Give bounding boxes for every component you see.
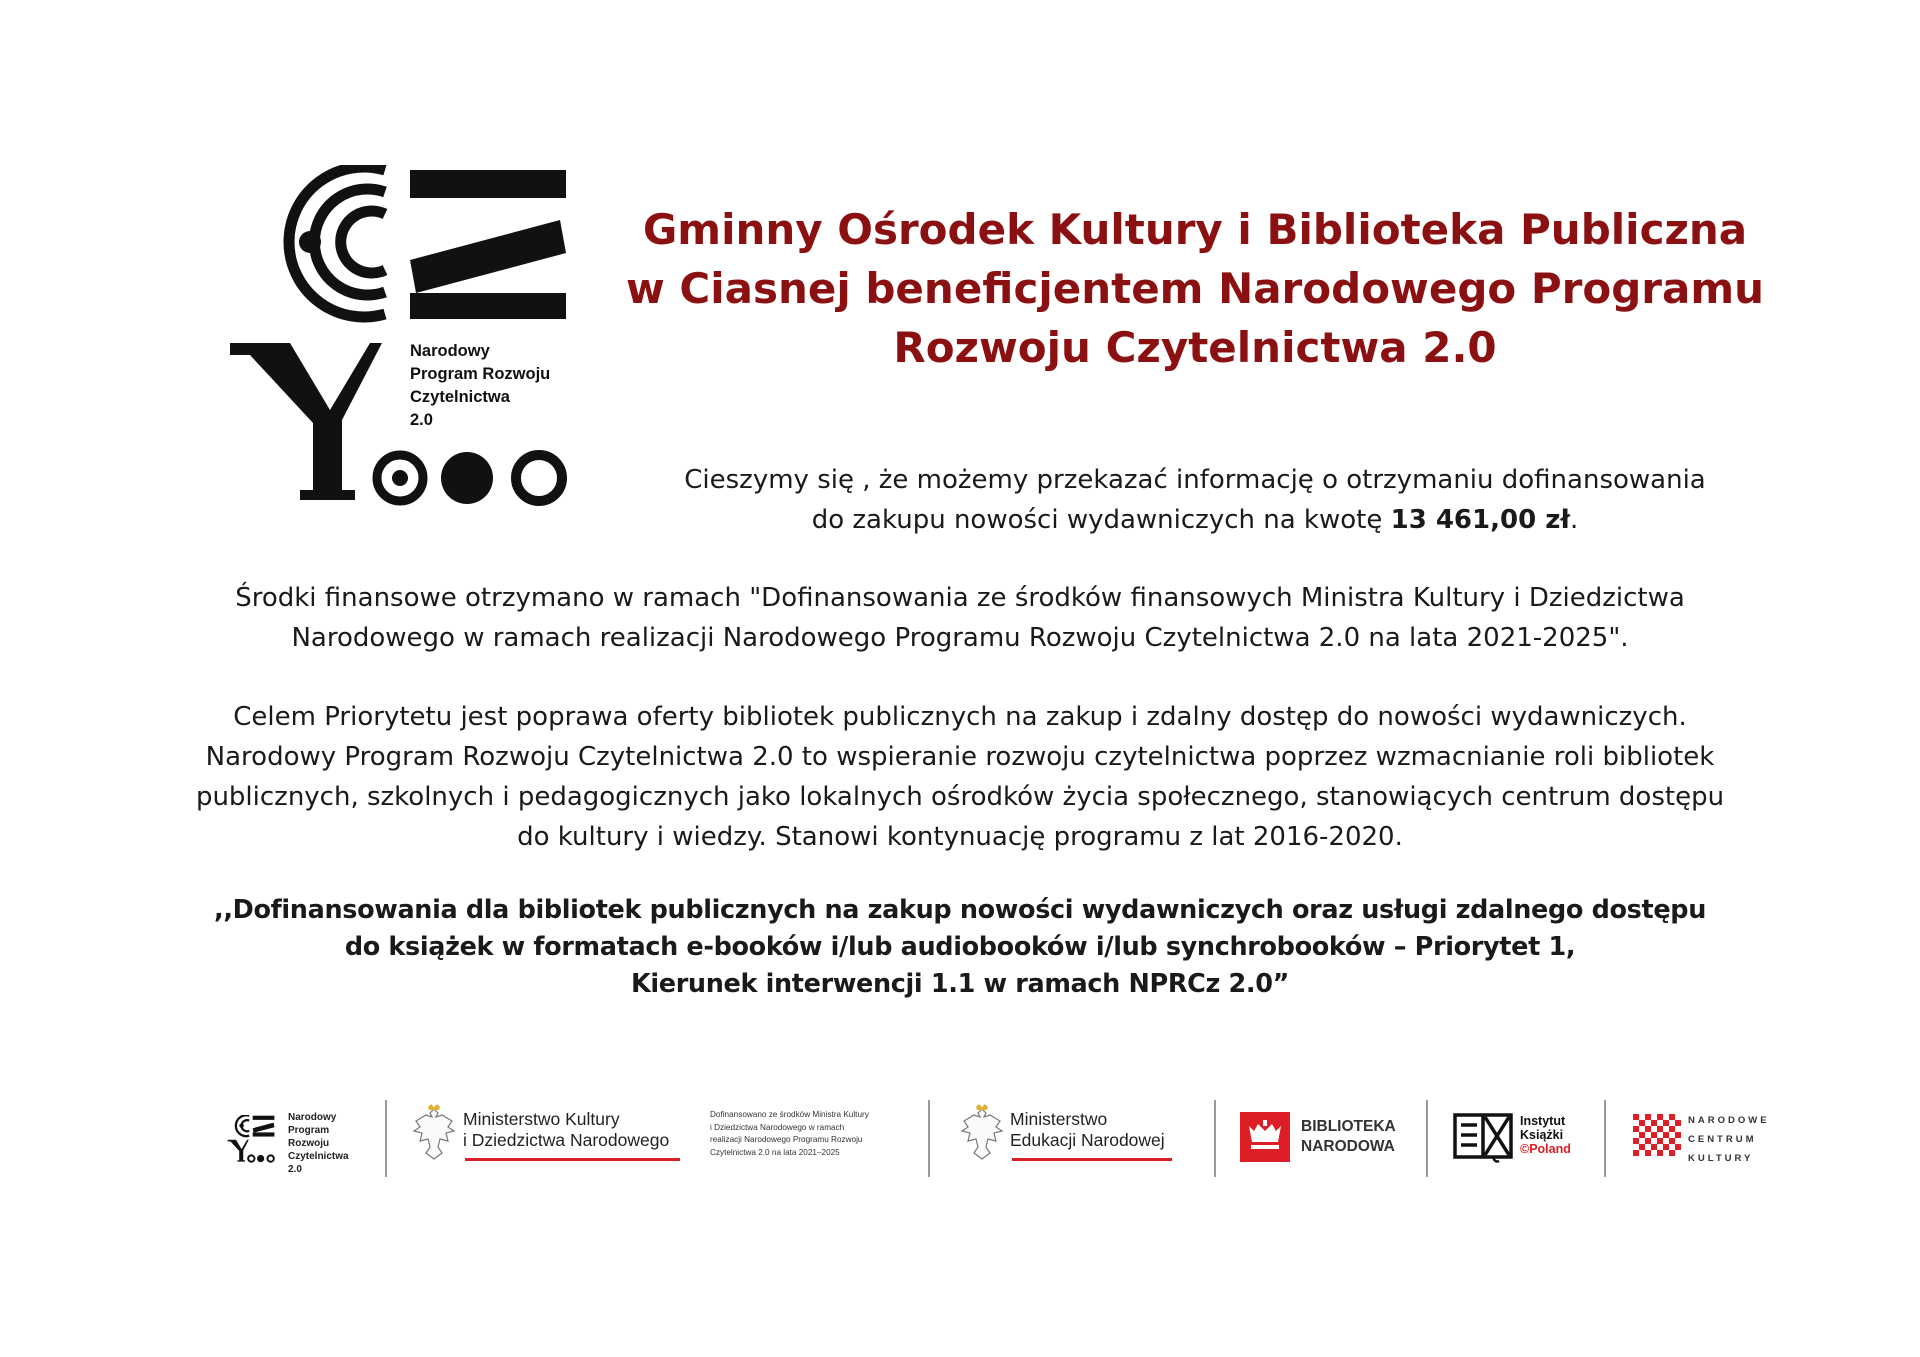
footer-divider: [928, 1100, 930, 1177]
footer-nck-line: KULTURY: [1688, 1153, 1754, 1164]
footer-ik-line: Instytut: [1520, 1114, 1566, 1128]
nprcz-logo-text: [410, 340, 580, 432]
footer-nck-text: [1688, 1111, 1770, 1168]
footer-nprcz-line: Program: [288, 1125, 330, 1136]
logo-line: Narodowy: [410, 342, 490, 360]
title-line: Rozwoju Czytelnictwa 2.0: [893, 323, 1497, 372]
footer-ik-line: Książki: [1520, 1128, 1564, 1142]
footer-mkidn-text: [463, 1109, 669, 1151]
footer-dofinansowano-line: realizacji Narodowego Programu Rozwoju: [710, 1135, 863, 1144]
footer-bn-text: [1301, 1117, 1396, 1157]
priority-line: publicznych, szkolnych i pedagogicznych jako lokalnych ośrodków życia społecznego, stanowiących centrum dostępu: [195, 782, 1725, 812]
logo-line: 2.0: [410, 411, 433, 429]
footer-nck-line: NARODOWE: [1688, 1115, 1770, 1126]
footer-dofinansowano-line: Czytelnictwa 2.0 na lata 2021–2025: [710, 1147, 840, 1157]
eagle-emblem-icon: [412, 1103, 456, 1163]
quote-line: do książek w formatach e-booków i/lub audiobooków i/lub synchrobooków – Priorytet 1,: [344, 932, 1576, 962]
biblioteka-narodowa-logo-icon: [1240, 1112, 1290, 1162]
eagle-emblem-icon: [960, 1103, 1004, 1163]
footer-nprcz-text: [288, 1111, 349, 1176]
logo-line: Czytelnictwa: [410, 388, 510, 406]
footer-ik-text: [1520, 1114, 1571, 1156]
funding-amount: 13 461,00 zł: [1390, 505, 1571, 535]
intro-paragraph: [560, 460, 1830, 540]
priority-line: Narodowy Program Rozwoju Czytelnictwa 2.0 to wspieranie rozwoju czytelnictwa poprzez wzmacnianie roli bibliotek: [205, 742, 1715, 772]
footer-mkidn-line: Ministerstwo Kultury: [463, 1109, 620, 1129]
nprcz-logo-graphic: [230, 165, 580, 510]
footer-mkidn-line: i Dziedzictwa Narodowego: [463, 1130, 670, 1150]
footer-nprcz-line: Czytelnictwa: [288, 1151, 349, 1162]
footer-logos: [200, 1095, 1800, 1195]
footer-ik-poland: ©Poland: [1520, 1142, 1571, 1156]
footer-men-underline: [1012, 1158, 1172, 1161]
footer-men-text: [1010, 1109, 1165, 1151]
page-title: [600, 200, 1790, 377]
footer-mkidn-underline: [465, 1158, 680, 1161]
intro-prefix: do zakupu nowości wydawniczych na kwotę: [811, 505, 1391, 535]
quote-line: ,,Dofinansowania dla bibliotek publicznych na zakup nowości wydawniczych oraz usługi zdalnego dostępu: [213, 895, 1706, 925]
title-line: w Ciasnej beneficjentem Narodowego Programu: [625, 264, 1765, 313]
nck-logo-icon: [1631, 1110, 1681, 1160]
logo-line: Program Rozwoju: [410, 365, 551, 383]
intro-line-2: [560, 500, 1830, 540]
footer-divider: [385, 1100, 387, 1177]
funding-line: Narodowego w ramach realizacji Narodowego Programu Rozwoju Czytelnictwa 2.0 na lata 2021-2025".: [291, 623, 1629, 653]
priority-paragraph: [100, 697, 1820, 857]
instytut-ksiazki-logo-icon: [1453, 1113, 1515, 1163]
nprcz-small-logo-icon: [222, 1115, 282, 1163]
footer-divider: [1604, 1100, 1606, 1177]
footer-nprcz-line: Rozwoju: [288, 1138, 330, 1149]
footer-divider: [1426, 1100, 1428, 1177]
footer-bn-line: NARODOWA: [1301, 1138, 1395, 1155]
footer-dofinansowano-text: [710, 1109, 869, 1159]
footer-men-line: Ministerstwo: [1010, 1109, 1108, 1129]
quote-line: Kierunek interwencji 1.1 w ramach NPRCz 2.0”: [630, 969, 1290, 999]
footer-nck-line: CENTRUM: [1688, 1134, 1757, 1145]
footer-dofinansowano-line: i Dziedzictwa Narodowego w ramach: [710, 1122, 845, 1132]
priority-line: do kultury i wiedzy. Stanowi kontynuację programu z lat 2016-2020.: [517, 822, 1403, 852]
title-line: Gminny Ośrodek Kultury i Biblioteka Publiczna: [642, 205, 1748, 254]
priority-line: Celem Priorytetu jest poprawa oferty bibliotek publicznych na zakup i zdalny dostęp do nowości wydawniczych.: [233, 702, 1687, 732]
quote-paragraph: [100, 892, 1820, 1003]
footer-bn-line: BIBLIOTEKA: [1301, 1118, 1396, 1135]
footer-dofinansowano-line: Dofinansowano ze środków Ministra Kultury: [710, 1110, 869, 1119]
intro-line-1: Cieszymy się , że możemy przekazać informację o otrzymaniu dofinansowania: [684, 465, 1706, 495]
nprcz-logo: [230, 165, 580, 510]
footer-men-line: Edukacji Narodowej: [1010, 1130, 1165, 1150]
funding-paragraph: [100, 578, 1820, 658]
footer-divider: [1214, 1100, 1216, 1177]
funding-line: Środki finansowe otrzymano w ramach "Dofinansowania ze środków finansowych Ministra Kultury i Dziedzictwa: [235, 583, 1685, 613]
footer-nprcz-line: 2.0: [288, 1164, 302, 1175]
intro-suffix: .: [1570, 505, 1579, 535]
footer-nprcz-line: Narodowy: [288, 1112, 337, 1123]
